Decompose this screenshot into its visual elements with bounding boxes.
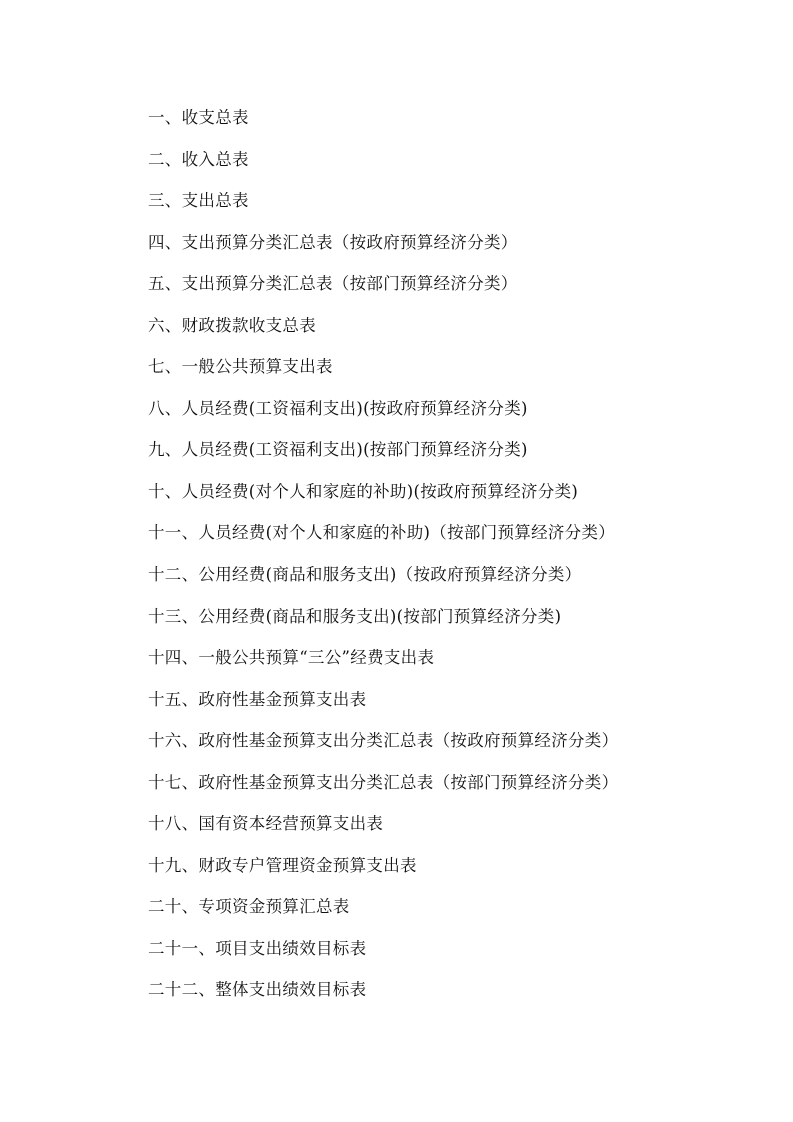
toc-item-14: 十四、一般公共预算“三公”经费支出表 — [148, 648, 435, 668]
toc-item-11: 十一、人员经费(对个人和家庭的补助)（按部门预算经济分类） — [148, 523, 616, 543]
toc-item-15: 十五、政府性基金预算支出表 — [148, 689, 367, 709]
toc-item-2: 二、收入总表 — [148, 149, 249, 169]
toc-item-8: 八、人员经费(工资福利支出)(按政府预算经济分类) — [148, 398, 528, 418]
toc-item-13: 十三、公用经费(商品和服务支出)(按部门预算经济分类) — [148, 606, 562, 626]
toc-item-10: 十、人员经费(对个人和家庭的补助)(按政府预算经济分类) — [148, 481, 579, 501]
toc-item-18: 十八、国有资本经营预算支出表 — [148, 814, 384, 834]
toc-item-17: 十七、政府性基金预算支出分类汇总表（按部门预算经济分类） — [148, 772, 619, 792]
toc-item-4: 四、支出预算分类汇总表（按政府预算经济分类） — [148, 232, 518, 252]
toc-item-21: 二十一、项目支出绩效目标表 — [148, 938, 367, 958]
toc-item-16: 十六、政府性基金预算支出分类汇总表（按政府预算经济分类） — [148, 731, 619, 751]
toc-item-22: 二十二、整体支出绩效目标表 — [148, 980, 367, 1000]
table-of-contents — [148, 104, 618, 1018]
toc-item-1: 一、收支总表 — [148, 108, 249, 127]
toc-item-3: 三、支出总表 — [148, 191, 249, 211]
toc-item-19: 十九、财政专户管理资金预算支出表 — [148, 855, 417, 875]
toc-item-6: 六、财政拨款收支总表 — [148, 315, 316, 335]
toc-item-7: 七、一般公共预算支出表 — [148, 357, 333, 377]
toc-item-5: 五、支出预算分类汇总表（按部门预算经济分类） — [148, 274, 518, 294]
toc-item-9: 九、人员经费(工资福利支出)(按部门预算经济分类) — [148, 440, 528, 460]
toc-item-20: 二十、专项资金预算汇总表 — [148, 897, 350, 917]
toc-item-12: 十二、公用经费(商品和服务支出)（按政府预算经济分类） — [148, 565, 582, 585]
